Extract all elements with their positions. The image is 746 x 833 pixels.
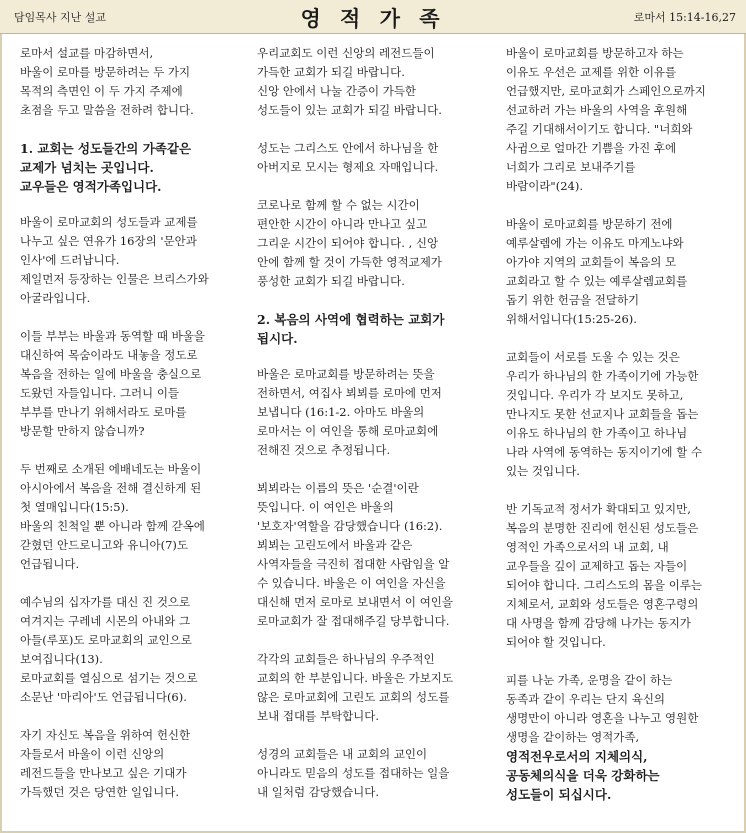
text-line: 로마교회가 잘 접대해주길 당부합니다. xyxy=(257,614,450,628)
paragraph xyxy=(20,460,240,574)
text-line: 소문난 '마리아'도 언급됩니다(6). xyxy=(20,690,187,704)
column-1 xyxy=(20,44,240,821)
text-line: 가득했던 것은 당연한 일입니다. xyxy=(20,785,180,799)
text-line: 바울이 로마를 방문하려는 두 가지 xyxy=(20,65,191,79)
text-line: 사역자들을 극진히 접대한 사람임을 알 xyxy=(257,557,450,571)
text-line: 우리가 하나님의 한 가족이기에 가능한 xyxy=(506,369,699,383)
text-line: 복음을 전하는 일에 바울을 충실으로 xyxy=(20,367,202,381)
text-line: 풍성한 교회가 되길 바랍니다. xyxy=(257,274,405,288)
text-line: 도왔던 자들입니다. 그러니 이들 xyxy=(20,386,180,400)
text-line: 교회의 한 부분입니다. 바울은 가보지도 xyxy=(257,671,454,685)
column-3 xyxy=(506,44,732,823)
text-line: 보내 접대를 부탁합니다. xyxy=(257,709,380,723)
text-line: 로마서 설교를 마감하면서, xyxy=(20,46,154,60)
paragraph xyxy=(506,44,732,196)
text-line: 만나지도 못한 선교지나 교회들을 돕는 xyxy=(506,407,699,421)
text-line: 바울은 로마교회를 방문하려는 뜻을 xyxy=(257,367,435,381)
paragraph xyxy=(257,745,477,802)
text-line: 인사'에 드러납니다. xyxy=(20,253,120,267)
text-line: 선교하러 가는 바울의 사역을 후원해 xyxy=(506,103,688,117)
text-line: 영적인 가족으로서의 내 교회, 내 xyxy=(506,540,669,554)
text-line: 교회들이 서로를 도울 수 있는 것은 xyxy=(506,350,680,364)
text-line: 내 일처럼 감당했습니다. xyxy=(257,785,380,799)
paragraph xyxy=(506,215,732,329)
text-line: 신앙 안에서 나눌 간증이 가득한 xyxy=(257,84,417,98)
text-line: 예루살렘에 가는 이유도 마게노냐와 xyxy=(506,236,684,250)
page-title: 영 적 가 족 xyxy=(300,6,446,31)
paragraph xyxy=(257,365,477,460)
text-line: 편안한 시간이 아니라 만나고 싶고 xyxy=(257,217,428,231)
text-line: 반 기독교적 정서가 확대되고 있지만, xyxy=(506,502,691,516)
text-line: 예수님의 십자가를 대신 진 것으로 xyxy=(20,595,191,609)
text-line: 가득한 교회가 되길 바랍니다. xyxy=(257,65,405,79)
text-line: 코로나로 함께 할 수 없는 시간이 xyxy=(257,198,420,212)
text-line: 이유도 우선은 교제를 위한 이유를 xyxy=(506,65,677,79)
text-line: 안에 함께 할 것이 가득한 영적교제가 xyxy=(257,255,442,269)
text-line: 바울의 친척일 뿐 아니라 함께 갇옥에 xyxy=(20,519,205,533)
section-heading xyxy=(20,139,240,196)
text-line: 지체로서, 교회와 성도들은 영혼구령의 xyxy=(506,597,699,611)
text-line: 대 사명을 함께 감당해 나가는 동지가 xyxy=(506,616,691,630)
paragraph xyxy=(20,593,240,707)
text-line: 피를 나눈 가족, 운명을 같이 하는 xyxy=(506,673,673,687)
emphasis-line: 공동체의식을 더욱 강화하는 xyxy=(506,768,660,783)
text-line: 그리운 시간이 되어야 합니다. , 신앙 xyxy=(257,236,439,250)
text-line: 레전드들을 만나보고 싶은 기대가 xyxy=(20,766,187,780)
paragraph xyxy=(20,213,240,308)
scripture-reference: 로마서 15:14-16,27 xyxy=(633,11,736,24)
text-line: 바람이라"(24). xyxy=(506,179,583,193)
text-line: 않은 로마교회에 고린도 교회의 성도를 xyxy=(257,690,450,704)
text-line: 수 있습니다. 바울은 이 여인을 자신을 xyxy=(257,576,446,590)
text-line: 바울이 로마교회를 방문하고자 하는 xyxy=(506,46,684,60)
text-line: 아들(루포)도 로마교회의 교인으로 xyxy=(20,633,192,647)
text-line: 전해진 것으로 추정됩니다. xyxy=(257,443,391,457)
text-line: 뜻입니다. 이 여인은 바울의 xyxy=(257,500,394,514)
section-heading xyxy=(257,310,477,348)
text-line: 아니라도 믿음의 성도를 접대하는 일을 xyxy=(257,766,450,780)
text-line: 보여집니다(13). xyxy=(20,652,103,666)
paragraph xyxy=(257,139,477,177)
text-line: 복음의 분명한 진리에 헌신된 성도들은 xyxy=(506,521,699,535)
paragraph xyxy=(257,196,477,291)
emphasis-line: 영적전우로서의 지체의식, xyxy=(506,749,648,764)
text-line: 1. 교회는 성도들간의 가족같은 xyxy=(20,141,192,156)
text-line: 교제가 넘치는 곳입니다. xyxy=(20,160,154,175)
text-line: 로마서는 이 여인을 통해 로마교회에 xyxy=(257,424,439,438)
text-line: 여겨지는 구레네 시몬의 아내와 그 xyxy=(20,614,191,628)
text-line: 바울이 로마교회를 방문하기 전에 xyxy=(506,217,673,231)
text-line: 두 번째로 소개된 에배네도는 바울이 xyxy=(20,462,202,476)
text-line: '보호자'역할을 감당했습니다 (16:2). xyxy=(257,519,443,533)
emphasis-line: 성도들이 되십시다. xyxy=(506,787,612,802)
text-line: 아굴라입니다. xyxy=(20,291,91,305)
text-line: 바울이 로마교회의 성도들과 교제를 xyxy=(20,215,198,229)
text-line: 아시아에서 복음을 전해 결신하게 된 xyxy=(20,481,202,495)
text-line: 언급됩니다. xyxy=(20,557,80,571)
text-line: 뵈뵈는 고린도에서 바울과 같은 xyxy=(257,538,413,552)
text-line: 성도들이 있는 교회가 되길 바랍니다. xyxy=(257,103,442,117)
text-line: 됩시다. xyxy=(257,331,298,346)
text-line: 방문할 만하지 않습니까? xyxy=(20,424,145,438)
text-line: 생명만이 아니라 영혼을 나누고 영원한 xyxy=(506,711,699,725)
paragraph xyxy=(506,671,732,804)
text-line: 있는 것입니다. xyxy=(506,464,580,478)
text-line: 돕기 위한 헌금을 전달하기 xyxy=(506,293,640,307)
text-line: 교우들은 영적가족입니다. xyxy=(20,179,162,194)
text-line: 부부를 만나기 위해서라도 로마를 xyxy=(20,405,187,419)
paragraph xyxy=(257,44,477,120)
text-line: 전하면서, 여집사 뵈뵈를 로마에 먼저 xyxy=(257,386,442,400)
text-line: 자기 자신도 복음을 위하여 헌신한 xyxy=(20,728,191,742)
paragraph xyxy=(20,327,240,441)
text-line: 아버지로 모시는 형제요 자매입니다. xyxy=(257,160,439,174)
text-line: 동족과 같이 우리는 단지 육신의 xyxy=(506,692,666,706)
paragraph xyxy=(506,348,732,481)
page-header xyxy=(0,0,746,34)
text-line: 각각의 교회들은 하나님의 우주적인 xyxy=(257,652,435,666)
text-line: 성경의 교회들은 내 교회의 교인이 xyxy=(257,747,428,761)
text-line: 사귐으로 얼마간 기쁨을 가진 후에 xyxy=(506,141,677,155)
text-line: 제일먼저 등장하는 인물은 브리스가와 xyxy=(20,272,209,286)
text-line: 나라 사역에 동역하는 동지이기에 할 수 xyxy=(506,445,703,459)
text-line: 우리교회도 이런 신앙의 레전드들이 xyxy=(257,46,435,60)
text-line: 너희가 그리로 보내주기를 xyxy=(506,160,636,174)
text-line: 자들로서 바울이 이런 신앙의 xyxy=(20,747,165,761)
header-section-label: 담임목사 지난 설교 xyxy=(14,11,107,24)
text-line: 초점을 두고 말씀을 전하려 합니다. xyxy=(20,103,194,117)
text-line: 아가야 지역의 교회들이 복음의 모 xyxy=(506,255,677,269)
text-line: 목적의 측면인 이 두 가지 주제에 xyxy=(20,84,183,98)
column-2 xyxy=(257,44,477,821)
text-line: 이유도 하나님의 한 가족이고 하나님 xyxy=(506,426,688,440)
text-line: 되어야 합니다. 그리스도의 몸을 이루는 xyxy=(506,578,703,592)
paragraph xyxy=(20,726,240,802)
text-line: 보냅니다 (16:1-2. 아마도 바울의 xyxy=(257,405,425,419)
text-line: 2. 복음의 사역에 협력하는 교회가 xyxy=(257,312,445,327)
paragraph xyxy=(257,650,477,726)
text-line: 언급했지만, 로마교회가 스페인으로까지 xyxy=(506,84,706,98)
text-line: 갇혔던 안드로니고와 유니아(7)도 xyxy=(20,538,189,552)
text-line: 것입니다. 우리가 각 보지도 못하고, xyxy=(506,388,684,402)
text-line: 위해서입니다(15:25-26). xyxy=(506,312,637,326)
text-line: 생명을 같이하는 영적가족, xyxy=(506,730,640,744)
text-line: 대신해 먼저 로마로 보내면서 이 여인을 xyxy=(257,595,454,609)
paragraph xyxy=(257,479,477,631)
text-line: 주길 기대해서이기도 합니다. "너희와 xyxy=(506,122,693,136)
text-line: 되어야 할 것입니다. xyxy=(506,635,606,649)
paragraph xyxy=(20,44,240,120)
text-line: 나누고 싶은 연유가 16장의 '문안과 xyxy=(20,234,197,248)
text-line: 이들 부부는 바울과 동역할 때 바울을 xyxy=(20,329,205,343)
text-line: 첫 열매입니다(15:5). xyxy=(20,500,129,514)
text-line: 뵈뵈라는 이름의 뜻은 '순결'이란 xyxy=(257,481,419,495)
text-line: 교우들을 깊이 교제하고 돕는 자들이 xyxy=(506,559,688,573)
text-line: 성도는 그리스도 안에서 하나님을 한 xyxy=(257,141,439,155)
text-line: 교회라고 할 수 있는 예루살렘교회를 xyxy=(506,274,688,288)
paragraph xyxy=(506,500,732,652)
text-line: 대신하여 목숨이라도 내놓을 정도로 xyxy=(20,348,198,362)
text-line: 로마교회를 열심으로 섬기는 것으로 xyxy=(20,671,198,685)
